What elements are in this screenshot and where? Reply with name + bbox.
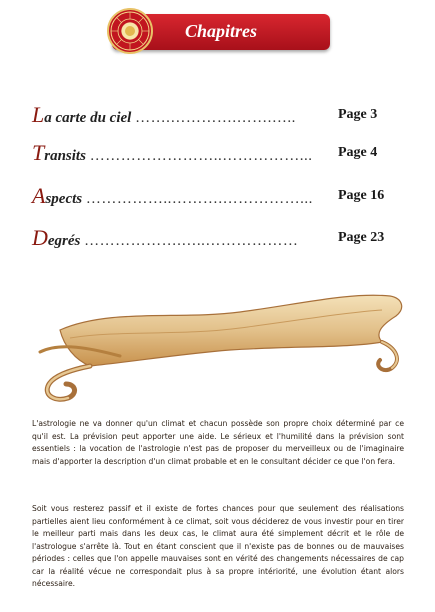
toc-label: ransits	[44, 148, 86, 164]
page-title: Chapitres	[184, 21, 258, 41]
toc-leader: ……………………..……………...	[89, 148, 313, 164]
toc-page-number: Page 23	[338, 230, 385, 245]
toc-initial: A	[32, 183, 46, 208]
zodiac-wheel-icon	[107, 8, 153, 54]
toc-label: spects	[45, 191, 83, 207]
toc-initial: L	[32, 102, 45, 127]
body-paragraph: Soit vous resterez passif et il existe de fortes chances pour que seulement des réalisations partielles aient lieu conformément à ce climat, soit vous déciderez de vous investir pour en tirer le meilleur parti mais dans les deux cas, le climat aura été simplement décrit et le rôle de l'astrologue s'arrête là. Tout en étant conscient que il n'existe pas de bonnes ou de mauvaises périodes : celles que l'on appelle mauvaises sont en vérité des changements nécessaires de cap car la réalité vécue ne correspondait plus à sa propre intériorité, une évolution étant alors nécessaire.	[32, 504, 404, 588]
toc-item-transits[interactable]	[32, 140, 402, 166]
toc-page-number: Page 16	[338, 188, 385, 203]
toc-item-carte-du-ciel[interactable]	[32, 102, 402, 128]
toc-page-number: Page 4	[338, 145, 378, 160]
parchment-scroll-illustration	[30, 290, 410, 415]
toc-leader: ……………….…..………………	[84, 233, 299, 249]
toc-item-degres[interactable]	[32, 225, 402, 251]
toc-leader: …….………….…….…..	[135, 110, 296, 126]
toc-page-number: Page 3	[338, 107, 378, 122]
toc-item-aspects[interactable]	[32, 183, 402, 209]
toc-initial: T	[32, 140, 45, 165]
toc-label: egrés	[47, 233, 81, 249]
toc-leader: ……………..……….……………...	[85, 191, 313, 207]
intro-paragraph: L'astrologie ne va donner qu'un climat et chacun possède son propre choix déterminé par ce qu'il est. La prévision peut apporter une aide. Le sérieux et l'humilité dans la prévision sont essentiels : la vocation de l'astrologie n'est pas de proposer du merveilleux ou de l'imaginaire mais d'apporter la description d'un climat probable et en le consultant décider ce que l'on fera.	[32, 419, 404, 466]
toc-label: a carte du ciel	[44, 110, 132, 126]
toc-initial: D	[32, 225, 48, 250]
